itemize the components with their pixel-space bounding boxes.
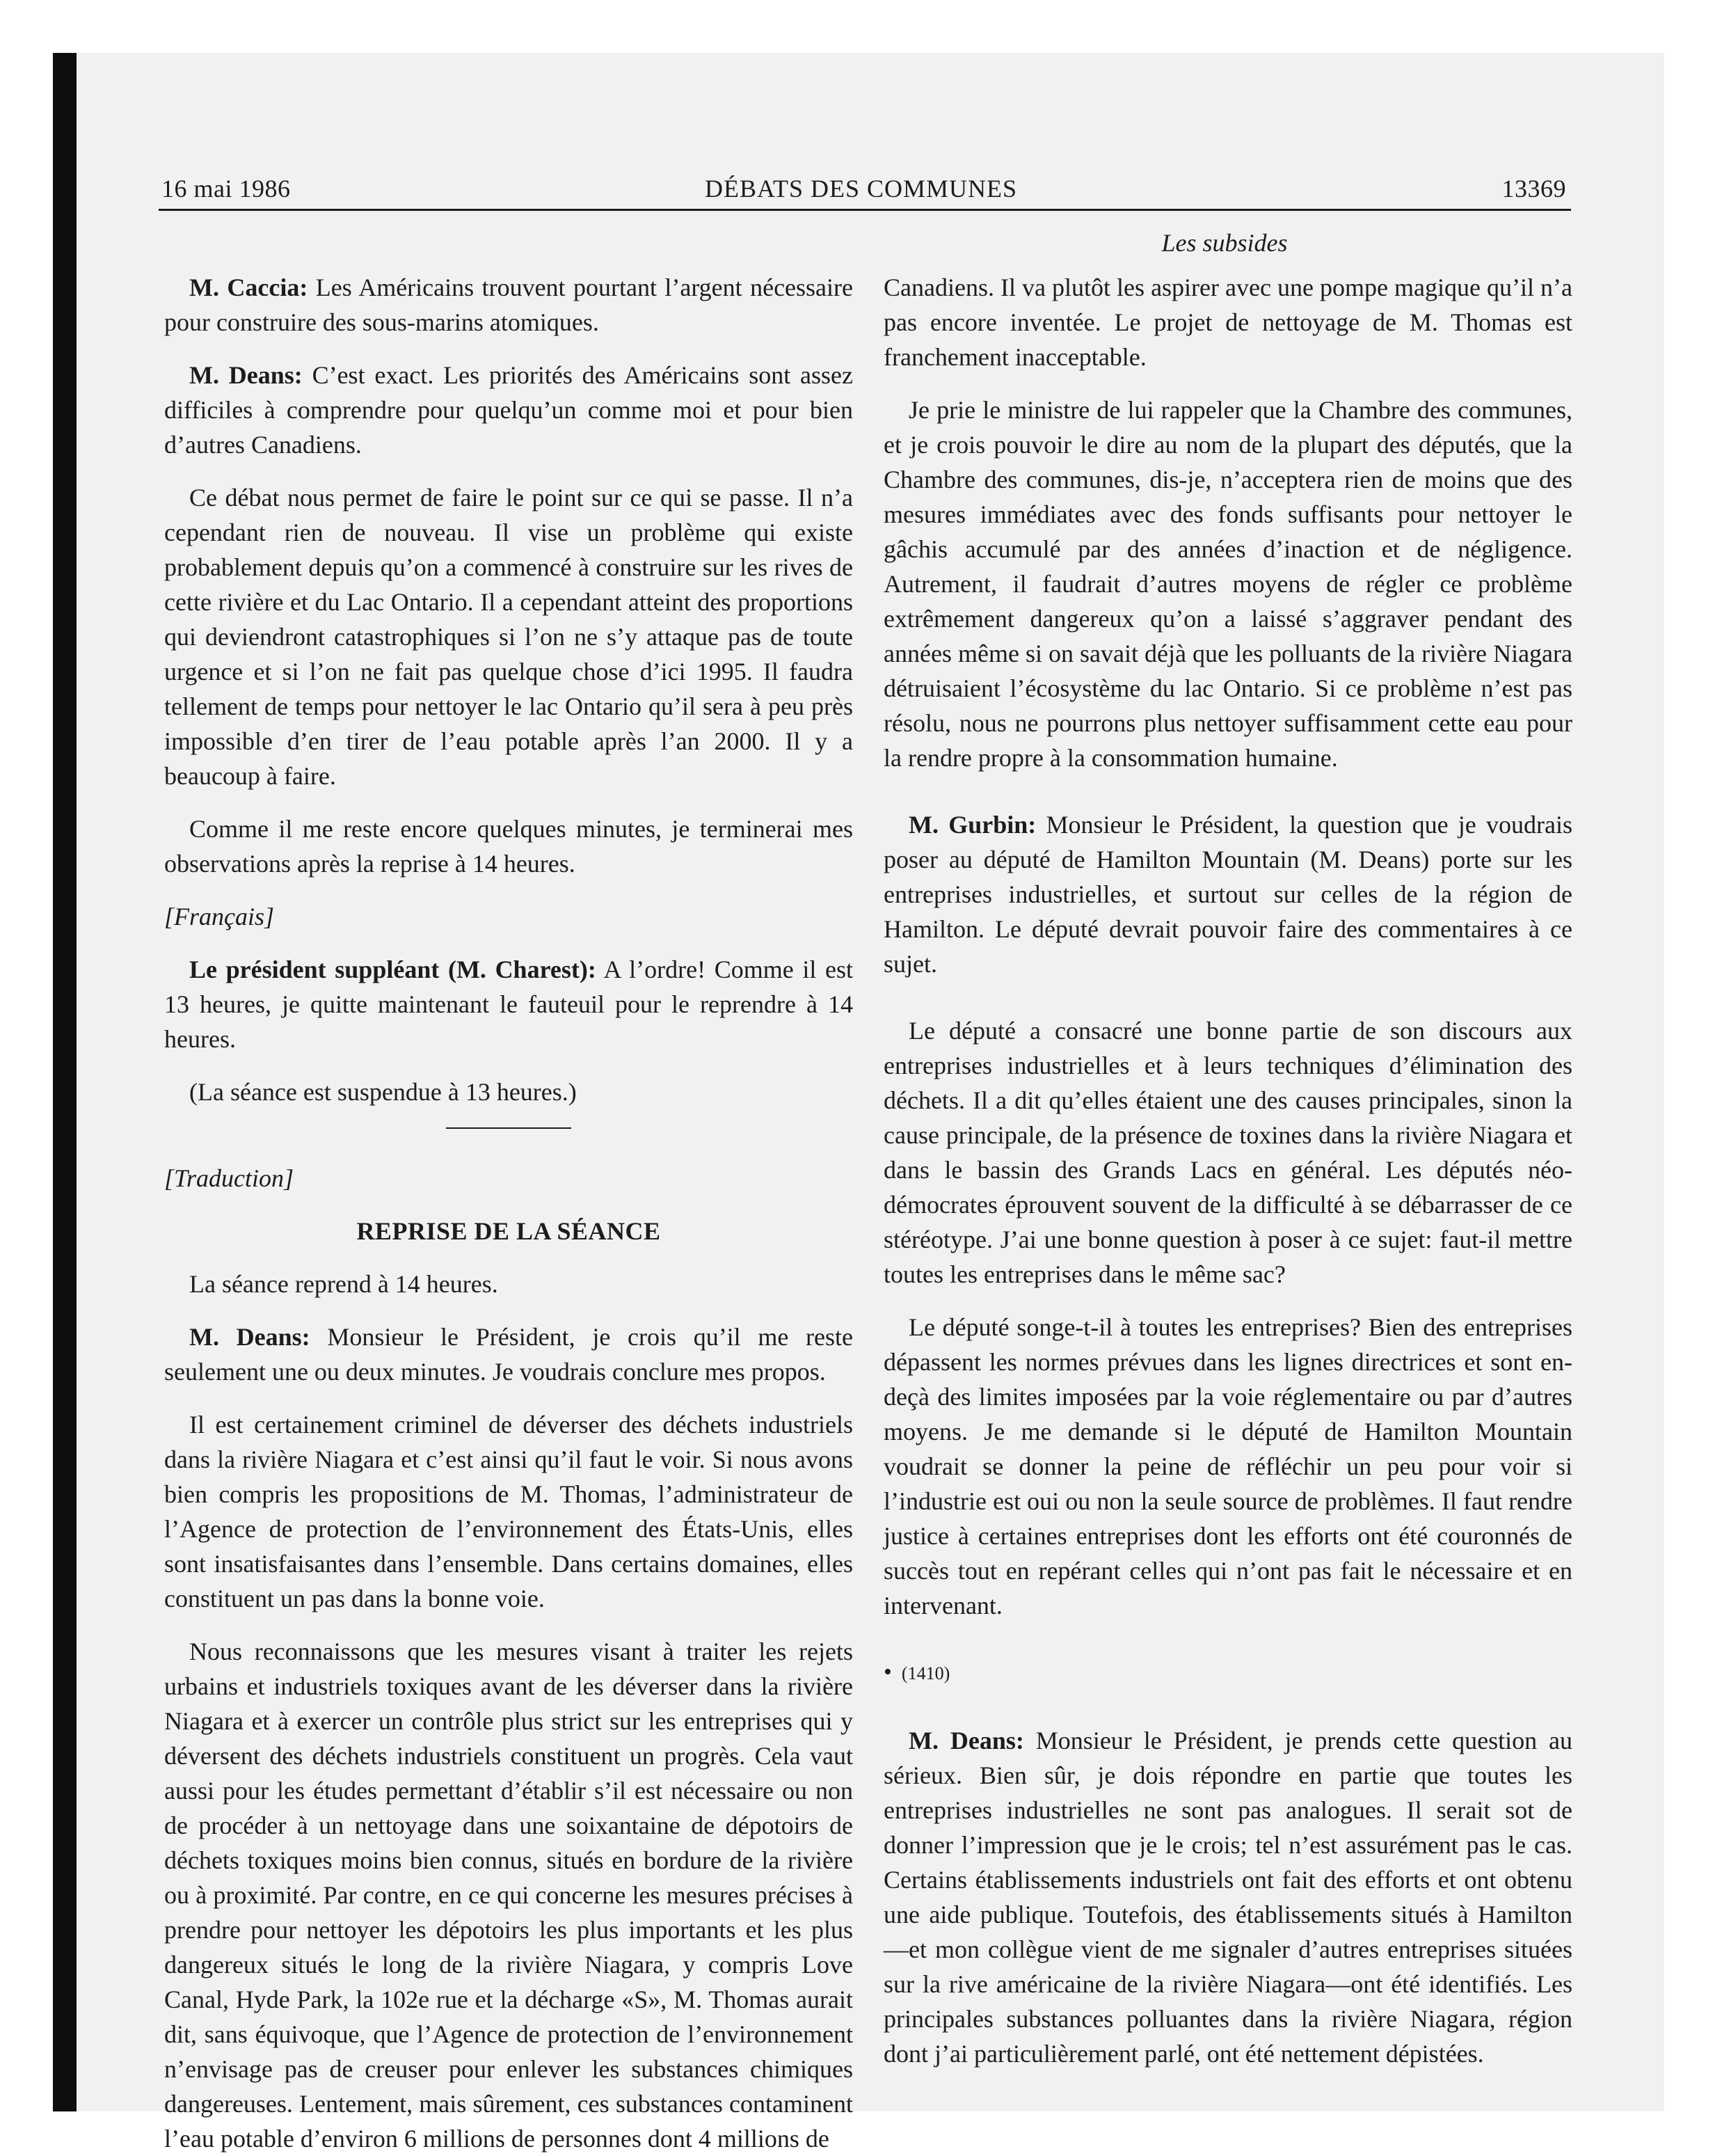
speech-text: Les Américains trouvent pourtant l’argent nécessaire pour construire des sous-marins atomiques.: [164, 274, 853, 336]
speaker-name: Le président suppléant (M. Charest):: [189, 956, 596, 983]
paragraph: Il est certainement criminel de déverser des déchets industriels dans la rivière Niagara et c’est ainsi qu’il faut le voir. Si nous avons bien compris les propositions de M. Thomas, l’administrateur de l’Agence de protection de l’environnement des États-Unis, elles sont insatisfaisantes dans l’ensemble. Dans certains domaines, elles constituent un pas dans la bonne voie.: [164, 1411, 853, 1612]
header-date: 16 mai 1986: [161, 175, 291, 203]
paragraph: Je prie le ministre de lui rappeler que la Chambre des communes, et je crois pouvoir le dire au nom de la plupart des députés, que la Chambre des communes, dis-je, n’acceptera rien de moins que des mesures immédiates avec des fonds suffisants pour nettoyer le gâchis accumulé par des années d’inaction et de négligence. Autrement, il faudrait d’autres moyens de régler ce problème extrêmement dangereux qu’on a laissé s’aggraver pendant des années même si on savait déjà que les polluants de la rivière Niagara détruisaient l’écosystème du lac Ontario. Si ce problème n’est pas résolu, nous ne pourrons plus nettoyer suffisamment cette eau pour la rendre propre à la consommation humaine.: [884, 396, 1572, 772]
paragraph: [884, 807, 1572, 981]
speech-text: C’est exact. Les priorités des Américains sont assez difficiles à comprendre pour quelqu’un comme moi et pour bien d’autres Canadiens.: [164, 361, 853, 459]
speaker-name: M. Deans:: [909, 1727, 1024, 1754]
paragraph: Canadiens. Il va plutôt les aspirer avec une pompe magique qu’il n’a pas encore inventée. Le projet de nettoyage de M. Thomas est franchement inacceptable.: [884, 274, 1572, 371]
speaker-name: M. Caccia:: [189, 274, 308, 301]
speaker-name: M. Deans:: [189, 1323, 310, 1351]
section-divider: [446, 1127, 571, 1129]
speaker-name: M. Gurbin:: [909, 811, 1037, 839]
header-rule: [159, 209, 1571, 211]
speech-text: A l’ordre! Comme il est 13 heures, je quitte maintenant le fauteuil pour le reprendre à 14 heures.: [164, 956, 853, 1053]
speech-text: Monsieur le Président, je prends cette question au sérieux. Bien sûr, je dois répondre en partie que toutes les entreprises industrielles ne sont pas analogues. Il serait sot de donner l’impression que je le crois; tel n’est assurément pas le cas. Certains établissements industriels ont fait des efforts et ont obtenu une aide publique. Toutefois, des établissements situés à Hamilton—et mon collègue vient de me signaler d’autres entreprises situées sur la rive américaine de la rivière Niagara—ont été identifiés. Les principales substances polluantes dans la rivière Niagara, région dont j’ai particulièrement parlé, ont été nettement dépistées.: [884, 1727, 1572, 2068]
paragraph: [884, 1723, 1572, 2071]
bullet-icon: •: [884, 1659, 892, 1685]
paragraph: [164, 358, 853, 462]
paragraph: Le député songe-t-il à toutes les entreprises? Bien des entreprises dépassent les normes prévues dans les lignes directrices et sont en-deçà des limites imposées par la voie réglementaire ou par d’autres moyens. Je me demande si le député de Hamilton Mountain voudrait se donner la peine de réfléchir un peu pour voir si l’industrie est oui ou non la seule source de problèmes. Il faut rendre justice à certaines entreprises dont les efforts ont été couronnés de succès tout en repérant celles qui n’ont pas fait le nécessaire et en intervenant.: [884, 1313, 1572, 1619]
speaker-name: M. Deans:: [189, 361, 303, 389]
left-column: [164, 270, 853, 2156]
time-stamp: (1410): [901, 1663, 950, 1683]
paragraph: [164, 1319, 853, 1389]
paragraph: Nous reconnaissons que les mesures visant à traiter les rejets urbains et industriels toxiques avant de les déverser dans la rivière Niagara et à exercer un contrôle plus strict sur les entreprises qui y déversent des déchets industriels constituent un progrès. Cela vaut aussi pour les études permettant d’établir s’il est nécessaire ou non de procéder à un nettoyage dans une soixantaine de dépotoirs de déchets toxiques moins bien connus, situés en bordure de la rivière ou à proximité. Par contre, en ce qui concerne les mesures précises à prendre pour nettoyer les dépotoirs les plus importants et les plus dangereux situés le long de la rivière Niagara, y compris Love Canal, Hyde Park, la 102e rue et la décharge «S», M. Thomas aurait dit, sans équivoque, que l’Agence de protection de l’environnement n’envisage pas de creuser pour enlever les substances chimiques dangereuses. Lentement, mais sûrement, ces substances contaminent l’eau potable d’environ 6 millions de personnes dont 4 millions de: [164, 1638, 853, 2153]
header-page-number: 13369: [1501, 175, 1566, 203]
paragraph: Comme il me reste encore quelques minutes, je terminerai mes observations après la reprise à 14 heures.: [164, 815, 853, 878]
speech-text: Monsieur le Président, la question que je voudrais poser au député de Hamilton Mountain (M. Deans) porte sur les entreprises industrielles, et surtout sur celles de la région de Hamilton. Le député devrait pouvoir faire des commentaires à ce sujet.: [884, 811, 1572, 978]
speech-text: Monsieur le Président, je crois qu’il me reste seulement une ou deux minutes. Je voudrais conclure mes propos.: [164, 1323, 853, 1386]
scan-edge-shadow: [53, 53, 77, 2111]
paragraph: [164, 952, 853, 1056]
time-marker: [884, 1655, 1572, 1691]
paragraph: [164, 270, 853, 340]
procedural-note: La séance reprend à 14 heures.: [189, 1270, 498, 1298]
language-tag: [Français]: [164, 903, 275, 930]
paragraph: Le député a consacré une bonne partie de son discours aux entreprises industrielles et à leurs techniques d’élimination des déchets. Il a dit qu’elles étaient une des causes principales, sinon la cause principale, de la présence de toxines dans la rivière Niagara et dans le bassin des Grands Lacs en général. Les députés néo-démocrates éprouvent souvent de la difficulté à se débarrasser de ce stéréotype. J’ai une bonne question à poser à ce sujet: faut-il mettre toutes les entreprises dans le même sac?: [884, 1017, 1572, 1288]
right-column: [884, 270, 1572, 2071]
section-heading: REPRISE DE LA SÉANCE: [356, 1217, 661, 1245]
procedural-note: (La séance est suspendue à 13 heures.): [189, 1078, 577, 1106]
header-title: DÉBATS DES COMMUNES: [704, 175, 1018, 203]
running-head: Les subsides: [1161, 229, 1288, 257]
paragraph: Ce débat nous permet de faire le point sur ce qui se passe. Il n’a cependant rien de nouveau. Il vise un problème qui existe probablement depuis qu’on a commencé à construire sur les rives de cette rivière et du Lac Ontario. Il a cependant atteint des proportions qui deviendront catastrophiques si l’on ne s’y attaque pas de toute urgence et si l’on ne fait pas quelque chose d’ici 1995. Il faudra tellement de temps pour nettoyer le lac Ontario qu’il sera à peu près impossible d’en tirer de l’eau potable après l’an 2000. Il y a beaucoup à faire.: [164, 484, 853, 790]
language-tag: [Traduction]: [164, 1164, 294, 1192]
